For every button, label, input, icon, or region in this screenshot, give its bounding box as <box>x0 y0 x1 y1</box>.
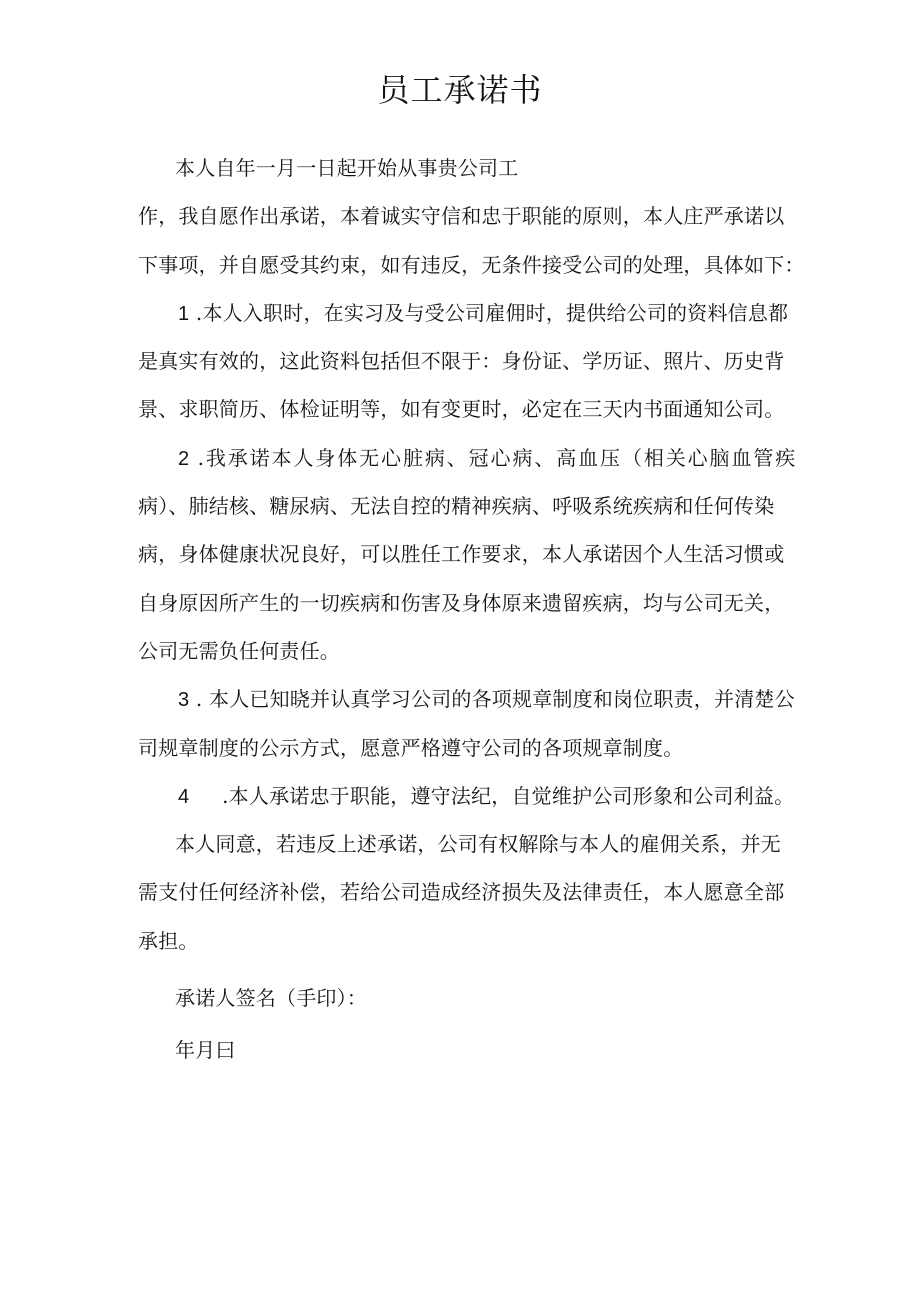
consent-line: 承担。 <box>138 928 199 953</box>
page-title: 员工承诺书 <box>377 71 543 109</box>
signature-label: 承诺人签名（手印）： <box>175 986 367 1010</box>
item-4-first-line <box>138 772 828 820</box>
item-2-line: 病）、肺结核、糖尿病、无法自控的精神疾病、呼吸系统疾病和任何传染 <box>138 494 775 519</box>
item-text: .我承诺本人身体无心脏病、冠心病、高血压（相关心脑血管疾 <box>189 445 798 470</box>
item-2-line: 病，身体健康状况良好，可以胜任工作要求，本人承诺因个人生活习惯或 <box>138 542 785 567</box>
commitment-body <box>138 144 828 965</box>
item-1-line: 是真实有效的，这此资料包括但不限于：身份证、学历证、照片、历史背 <box>138 349 785 374</box>
date-label: 年月曰 <box>175 1038 236 1062</box>
item-number: 2 <box>178 447 190 470</box>
consent-line: 本人同意，若违反上述承诺，公司有权解除与本人的雇佣关系，并无 <box>175 832 781 857</box>
item-1-line: 景、求职简历、体检证明等，如有变更时，必定在三天内书面通知公司。 <box>138 397 785 422</box>
item-text: .本人入职时，在实习及与受公司雇佣时，提供给公司的资料信息都 <box>189 300 789 325</box>
item-2-line: 公司无需负任何责任。 <box>138 638 340 663</box>
item-3-first-line <box>138 675 828 723</box>
item-number: 4 <box>178 785 190 808</box>
intro-line: 本人自年一月一日起开始从事贵公司工 <box>175 156 519 180</box>
item-1-first-line <box>138 289 828 337</box>
intro-line: 作，我自愿作出承诺，本着诚实守信和忠于职能的原则，本人庄严承诺以 <box>138 204 785 229</box>
item-3-line: 司规章制度的公示方式，愿意严格遵守公司的各项规章制度。 <box>138 735 684 760</box>
consent-line: 需支付任何经济补偿，若给公司造成经济损失及法律责任，本人愿意全部 <box>138 880 785 905</box>
intro-line: 下事项，并自愿受其约束，如有违反，无条件接受公司的处理，具体如下： <box>138 252 805 277</box>
item-2-first-line <box>138 434 828 482</box>
item-number: 1 <box>178 302 190 325</box>
item-text: .本人承诺忠于职能，遵守法纪，自觉维护公司形象和公司利益。 <box>189 783 795 808</box>
item-number: 3 <box>178 689 190 712</box>
item-text: . 本人已知晓并认真学习公司的各项规章制度和岗位职责，并清楚公 <box>189 687 795 712</box>
item-2-line: 自身原因所产生的一切疾病和伤害及身体原来遗留疾病，均与公司无关， <box>138 590 785 615</box>
